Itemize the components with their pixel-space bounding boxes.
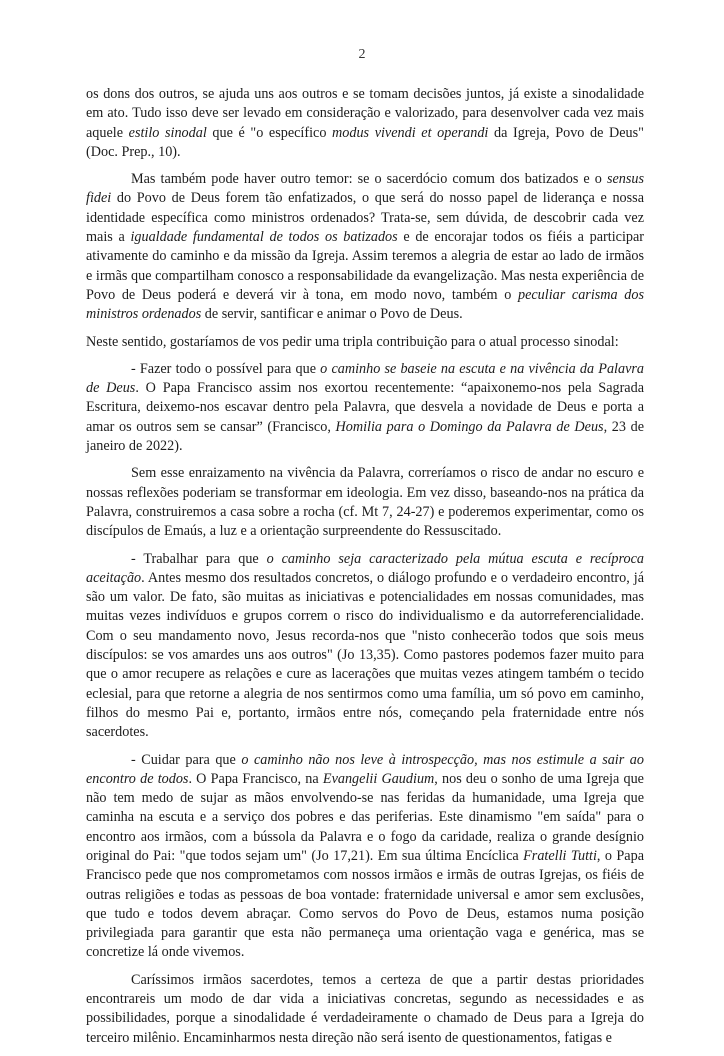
italic-text-run: o caminho se baseie na escuta e na vivência da Palavra de Deus xyxy=(86,360,644,397)
text-run: - Cuidar para que xyxy=(131,751,242,768)
italic-text-run: Homilia para o Domingo da Palavra de Deus xyxy=(335,418,604,435)
italic-text-run: o caminho não nos leve à introspecção, mas nos estimule a sair ao encontro de todos xyxy=(86,751,644,787)
paragraph-enraizamento xyxy=(86,464,644,541)
italic-text-run: peculiar carisma dos ministros ordenados xyxy=(86,286,644,323)
text-run: os dons dos outros, se ajuda uns aos outros e se tomam decisões juntos, já existe a sinodalidade em ato. Tudo isso deve ser levado em consideração e valorizado, para desenvolver cada vez mais aquele xyxy=(86,86,644,141)
text-run: , o Papa Francisco pede que nos comprometamos com nossos irmãos e irmãs de outras Igrejas, os fiéis de outras religiões e todas as pessoas de boa vontade: fraternidade universal e amor sem exclusões, que tudo e todos devem abraçar. Como servos do Povo de Deus, estamos numa posição privilegiada para garantir que esta não permaneça uma orientação vaga e genérica, mas se concretize lá onde vivemos. xyxy=(86,847,644,961)
text-run: . Antes mesmo dos resultados concretos, o diálogo profundo e o verdadeiro encontro, já são um valor. De fato, são muitas as iniciativas e potencialidades em nossas comunidades, mas muitas vezes indivíduos e grupos correm o risco do individualismo e da autorreferencialidade. Com o seu mandamento novo, Jesus recorda-nos que "nisto conhecerão todos que sois meus discípulos: se vos amardes uns aos outros" (Jo 13,35). Como pastores podemos fazer muito para que o amor recupere as relações e cure as lacerações que muitas vezes atingem também o tecido eclesial, para que retorne a alegria de nos sentirmos como uma família, um só povo em caminho, filhos do mesmo Pai e, portanto, irmãos entre nós, começando pela fraternidade entre nós sacerdotes. xyxy=(86,569,644,741)
list-item-encontro xyxy=(86,751,644,963)
text-run: Neste sentido, gostaríamos de vos pedir uma tripla contribuição para o atual processo sinodal: xyxy=(86,333,619,350)
text-run: Mas também pode haver outro temor: se o sacerdócio comum dos batizados e o xyxy=(131,171,607,188)
italic-text-run: Fratelli Tutti xyxy=(523,847,597,864)
paragraph-temor xyxy=(86,170,644,324)
text-run: de servir, santificar e animar o Povo de Deus. xyxy=(201,306,463,323)
text-run: . O Papa Francisco assim nos exortou recentemente: “apaixonemo-nos pela Sagrada Escritura, deixemo-nos escavar dentro pela Palavra, que desvela a novidade de Deus e porta a amar os outros sem se cansar” (Francisco, xyxy=(86,380,644,435)
text-run: do Povo de Deus forem tão enfatizados, o que será do nosso papel de liderança e nossa identidade específica como ministros ordenados? Trata-se, sem dúvida, de descobrir cada vez mais a xyxy=(86,190,644,246)
text-run: da Igreja, Povo de Deus" (Doc. Prep., 10). xyxy=(86,124,644,160)
list-item-escuta xyxy=(86,550,644,743)
italic-text-run: igualdade fundamental de todos os batizados xyxy=(130,229,398,246)
text-run: Caríssimos irmãos sacerdotes, temos a certeza de que a partir destas prioridades encontrareis um modo de dar vida a iniciativas concretas, segundo as necessidades e as possibilidades, porque a sinodalidade é verdadeiramente o chamado de Deus para a Igreja do terceiro milênio. Encaminharmos nesta direção não será isento de questionamentos, fatigas e xyxy=(86,971,644,1046)
italic-text-run: modus vivendi et operandi xyxy=(332,124,489,141)
text-run: . O Papa Francisco, na xyxy=(188,770,323,787)
text-run: que é "o específico xyxy=(206,124,333,141)
text-run: , 23 de janeiro de 2022). xyxy=(86,418,644,455)
italic-text-run: sensus fidei xyxy=(86,171,644,207)
italic-text-run: o caminho seja caracterizado pela mútua escuta e recíproca aceitação xyxy=(86,550,644,586)
text-run: e de encorajar todos os fiéis a participar ativamente do caminho e da missão da Igreja. Assim teremos a alegria de estar ao lado de irmãos e irmãs que compartilham conosco a responsabilidade da evangelização. Mas nesta experiência de Povo de Deus poderá e deverá vir à tona, em modo novo, também o xyxy=(86,229,644,303)
text-run: Sem esse enraizamento na vivência da Palavra, correríamos o risco de andar no escuro e nossas reflexões poderiam se transformar em ideologia. Em vez disso, baseando-nos na prática da Palavra, construiremos a casa sobre a rocha (cf. Mt 7, 24-27) e poderemos experimentar, como os discípulos de Emaús, a luz e a orientação surpreendente do Ressuscitado. xyxy=(86,465,644,540)
text-run: - Fazer todo o possível para que xyxy=(131,360,321,377)
italic-text-run: Evangelii Gaudium xyxy=(322,770,435,787)
list-item-palavra xyxy=(86,360,644,456)
text-run: , nos deu o sonho de uma Igreja que não tem medo de sujar as mãos envolvendo-se nas feridas da humanidade, uma Igreja que caminha na escuta e a serviço dos pobres e das periferias. Este dinamismo "em saída" para o encontro aos irmãos, com a bússola da Palavra e o fogo da caridade, realiza o grande desígnio original do Pai: "que todos sejam um" (Jo 17,21). Em sua última Encíclica xyxy=(86,770,644,864)
paragraph-tripla-contribuicao xyxy=(86,333,644,352)
page-number: 2 xyxy=(358,47,366,62)
text-run: - Trabalhar para que xyxy=(131,550,267,567)
italic-text-run: estilo sinodal xyxy=(128,124,207,141)
paragraph-continuation xyxy=(86,85,644,162)
document-body xyxy=(86,85,644,1056)
paragraph-carissimos xyxy=(86,971,644,1048)
